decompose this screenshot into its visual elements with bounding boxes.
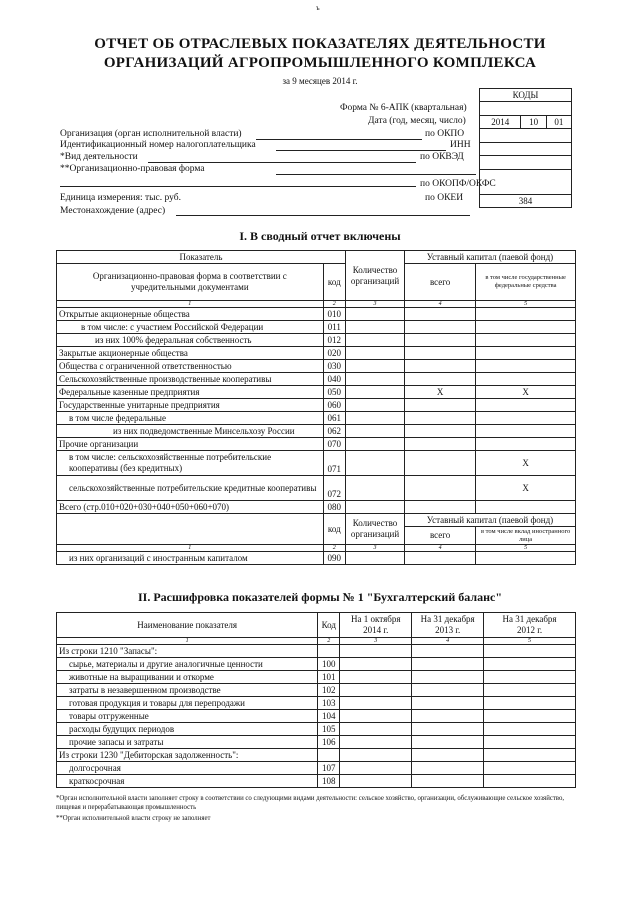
- date-month: 10: [521, 116, 546, 129]
- row-label: прочие запасы и затраты: [57, 736, 318, 749]
- header2-foreign: в том числе вклад иностранного лица: [476, 527, 576, 545]
- colnum: 4: [405, 301, 476, 308]
- value-cell[interactable]: [340, 736, 412, 749]
- inn-code-cell: [480, 143, 572, 156]
- header-oct2014: На 1 октября 2014 г.: [340, 613, 412, 638]
- header-code: Код: [318, 613, 340, 638]
- value-cell[interactable]: [345, 412, 404, 425]
- colnum: 1: [57, 301, 324, 308]
- header2-code: код: [323, 514, 345, 545]
- table-row: [57, 360, 576, 373]
- value-cell[interactable]: [476, 552, 576, 565]
- row-code: 040: [323, 373, 345, 386]
- activity-label: *Вид деятельности: [60, 152, 138, 162]
- value-cell[interactable]: [405, 399, 476, 412]
- row-label: Общества с ограниченной ответственностью: [57, 360, 324, 373]
- value-cell[interactable]: [345, 334, 404, 347]
- value-cell[interactable]: [484, 775, 576, 788]
- row-code: 102: [318, 684, 340, 697]
- value-cell[interactable]: [476, 308, 576, 321]
- table-row: [57, 671, 576, 684]
- header-name: Наименование показателя: [57, 613, 318, 638]
- value-cell[interactable]: [345, 308, 404, 321]
- value-cell[interactable]: [412, 658, 484, 671]
- row-code: [318, 645, 340, 658]
- value-cell[interactable]: [405, 438, 476, 451]
- value-cell[interactable]: [476, 373, 576, 386]
- row-code: 100: [318, 658, 340, 671]
- table-row: [57, 334, 576, 347]
- colnum: 2: [323, 545, 345, 552]
- table-row: [57, 386, 576, 399]
- row-label: из них подведомственные Минсельхозу России: [57, 425, 324, 438]
- colnum: 1: [57, 638, 318, 645]
- report-title-line2: ОРГАНИЗАЦИЙ АГРОПРОМЫШЛЕННОГО КОМПЛЕКСА: [103, 55, 537, 71]
- value-cell[interactable]: [412, 697, 484, 710]
- value-cell[interactable]: [476, 347, 576, 360]
- table-row: [57, 321, 576, 334]
- row-code: 011: [323, 321, 345, 334]
- value-cell[interactable]: [405, 552, 476, 565]
- table-row: [57, 412, 576, 425]
- value-cell[interactable]: [484, 645, 576, 658]
- organization-label: Организация (орган исполнительной власти): [60, 129, 242, 139]
- header2-capital: Уставный капитал (паевой фонд): [405, 514, 576, 527]
- value-cell[interactable]: [345, 360, 404, 373]
- section2-title: II. Расшифровка показателей формы № 1 "Бухгалтерский баланс": [138, 590, 502, 604]
- date-day: 01: [546, 116, 571, 129]
- table-row: [57, 762, 576, 775]
- header-federal: в том числе государственные федеральные средства: [476, 264, 576, 301]
- blank-header-cell: [57, 514, 324, 545]
- table-row: [57, 451, 576, 476]
- value-cell[interactable]: [484, 723, 576, 736]
- colnum: 3: [345, 545, 404, 552]
- value-cell[interactable]: [405, 308, 476, 321]
- row-label: сырье, материалы и другие аналогичные ценности: [57, 658, 318, 671]
- colnum: 2: [318, 638, 340, 645]
- value-cell[interactable]: [345, 451, 404, 476]
- colnum: 4: [405, 545, 476, 552]
- row-code: 060: [323, 399, 345, 412]
- value-cell[interactable]: [484, 671, 576, 684]
- row-label: из них 100% федеральная собственность: [57, 334, 324, 347]
- value-cell[interactable]: [476, 334, 576, 347]
- value-cell[interactable]: [345, 438, 404, 451]
- table-row: [57, 501, 576, 514]
- value-cell[interactable]: [476, 425, 576, 438]
- value-cell[interactable]: [345, 373, 404, 386]
- row-code: 080: [323, 501, 345, 514]
- table-row: [57, 749, 576, 762]
- value-cell[interactable]: [405, 360, 476, 373]
- table-row: [57, 476, 576, 501]
- value-cell[interactable]: [340, 749, 412, 762]
- table-row: [57, 552, 576, 565]
- value-cell[interactable]: [340, 775, 412, 788]
- header-legal-form: Организационно-правовая форма в соответствии с учредительными документами: [57, 264, 324, 301]
- value-cell[interactable]: [412, 775, 484, 788]
- row-label: Прочие организации: [57, 438, 324, 451]
- value-cell[interactable]: [484, 684, 576, 697]
- table-row: [57, 723, 576, 736]
- row-code: 105: [318, 723, 340, 736]
- row-label: затраты в незавершенном производстве: [57, 684, 318, 697]
- colnum: 3: [340, 638, 412, 645]
- value-cell[interactable]: [412, 645, 484, 658]
- value-cell[interactable]: [484, 658, 576, 671]
- okei-label: по ОКЕИ: [425, 193, 464, 203]
- value-cell[interactable]: [340, 671, 412, 684]
- row-label: Открытые акционерные общества: [57, 308, 324, 321]
- row-code: 030: [323, 360, 345, 373]
- value-cell[interactable]: [340, 658, 412, 671]
- okei-code-cell: 384: [480, 195, 572, 208]
- codes-header: КОДЫ: [480, 89, 572, 102]
- row-code: 050: [323, 386, 345, 399]
- section1-table: [56, 250, 576, 565]
- row-code: 071: [323, 451, 345, 476]
- value-cell[interactable]: [345, 347, 404, 360]
- value-cell[interactable]: X: [476, 476, 576, 501]
- value-cell[interactable]: [340, 645, 412, 658]
- value-cell[interactable]: [345, 552, 404, 565]
- colnum: 4: [412, 638, 484, 645]
- value-cell[interactable]: [405, 347, 476, 360]
- header-capital: Уставный капитал (паевой фонд): [405, 251, 576, 264]
- row-label: из них организаций с иностранным капиталом: [57, 552, 324, 565]
- table-row: [57, 710, 576, 723]
- table-row: [57, 438, 576, 451]
- colnum: 5: [476, 545, 576, 552]
- row-code: 107: [318, 762, 340, 775]
- row-code: 012: [323, 334, 345, 347]
- row-label: краткосрочная: [57, 775, 318, 788]
- row-label: в том числе: сельскохозяйственные потребительские кооперативы (без кредитных): [57, 451, 324, 476]
- row-label: сельскохозяйственные потребительские кредитные кооперативы: [57, 476, 324, 501]
- date-label: Дата (год, месяц, число): [368, 116, 466, 126]
- value-cell[interactable]: [340, 710, 412, 723]
- okopf-label: по ОКОПФ/ОКФС: [420, 179, 496, 189]
- value-cell[interactable]: [345, 476, 404, 501]
- row-label: расходы будущих периодов: [57, 723, 318, 736]
- table-row: [57, 658, 576, 671]
- value-cell[interactable]: [476, 360, 576, 373]
- colnum: 3: [345, 301, 404, 308]
- header-total: всего: [405, 264, 476, 301]
- value-cell[interactable]: [476, 412, 576, 425]
- value-cell[interactable]: [484, 749, 576, 762]
- value-cell[interactable]: [345, 321, 404, 334]
- value-cell[interactable]: [345, 425, 404, 438]
- table-row: [57, 373, 576, 386]
- okpo-label: по ОКПО: [425, 129, 465, 139]
- value-cell[interactable]: [405, 476, 476, 501]
- header2-count: Количество организаций: [345, 514, 404, 545]
- table-row: [57, 425, 576, 438]
- value-cell[interactable]: [412, 671, 484, 684]
- value-cell[interactable]: [484, 697, 576, 710]
- inn-label: ИНН: [450, 140, 471, 150]
- value-cell[interactable]: [405, 373, 476, 386]
- footnote-2: **Орган исполнительной власти строку не заполняет: [56, 815, 211, 822]
- table-row: [57, 697, 576, 710]
- row-code: [318, 749, 340, 762]
- value-cell[interactable]: [412, 762, 484, 775]
- value-cell[interactable]: [412, 749, 484, 762]
- form-label: Форма № 6-АПК (квартальная): [340, 103, 467, 113]
- form-code-cell: [480, 102, 572, 116]
- okved-code-cell: [480, 156, 572, 170]
- row-label: Всего (стр.010+020+030+040+050+060+070): [57, 501, 324, 514]
- date-year: 2014: [480, 116, 521, 129]
- row-label: Сельскохозяйственные производственные кооперативы: [57, 373, 324, 386]
- value-cell[interactable]: X: [476, 386, 576, 399]
- section1-title: I. В сводный отчет включены: [239, 229, 401, 243]
- value-cell[interactable]: [484, 736, 576, 749]
- row-code: 070: [323, 438, 345, 451]
- row-label: животные на выращивании и откорме: [57, 671, 318, 684]
- inn-description: Идентификационный номер налогоплательщика: [60, 140, 256, 150]
- value-cell[interactable]: [405, 334, 476, 347]
- value-cell[interactable]: [484, 762, 576, 775]
- value-cell[interactable]: [484, 710, 576, 723]
- header2-total: всего: [405, 527, 476, 545]
- value-cell[interactable]: [340, 697, 412, 710]
- value-cell[interactable]: [412, 723, 484, 736]
- value-cell[interactable]: [340, 723, 412, 736]
- report-period: за 9 месяцев 2014 г.: [282, 76, 358, 86]
- row-code: 072: [323, 476, 345, 501]
- header-dec2013: На 31 декабря 2013 г.: [412, 613, 484, 638]
- table-row: [57, 775, 576, 788]
- table-row: [57, 684, 576, 697]
- header-count: Количество организаций: [345, 251, 404, 301]
- unit-label: Единица измерения: тыс. руб.: [60, 193, 181, 203]
- value-cell[interactable]: [405, 321, 476, 334]
- value-cell[interactable]: [476, 438, 576, 451]
- row-code: 010: [323, 308, 345, 321]
- legal-form-label: **Организационно-правовая форма: [60, 164, 205, 174]
- row-label: в том числе федеральные: [57, 412, 324, 425]
- value-cell[interactable]: [412, 684, 484, 697]
- footnote-1: *Орган исполнительной власти заполняет строку в соответствии со следующими видами деятельности: сельское хозяйство, организации, обслуживающие сельское хозяйство, пищевая и перерабатывающая промышленность: [56, 795, 565, 811]
- row-label: Федеральные казенные предприятия: [57, 386, 324, 399]
- section2-table: [56, 612, 576, 788]
- header-dec2012: На 31 декабря 2012 г.: [484, 613, 576, 638]
- row-label: в том числе: с участием Российской Федерации: [57, 321, 324, 334]
- row-code: 108: [318, 775, 340, 788]
- value-cell[interactable]: [476, 399, 576, 412]
- codes-box: [479, 88, 572, 208]
- report-title-line1: ОТЧЕТ ОБ ОТРАСЛЕВЫХ ПОКАЗАТЕЛЯХ ДЕЯТЕЛЬНОСТИ: [94, 36, 546, 52]
- table-row: [57, 645, 576, 658]
- row-label: Из строки 1210 "Запасы":: [57, 645, 318, 658]
- value-cell[interactable]: [405, 412, 476, 425]
- colnum: 5: [484, 638, 576, 645]
- value-cell[interactable]: [340, 684, 412, 697]
- value-cell[interactable]: [340, 762, 412, 775]
- okpo-code-cell: [480, 129, 572, 143]
- row-code: 061: [323, 412, 345, 425]
- value-cell[interactable]: [476, 501, 576, 514]
- colnum: 5: [476, 301, 576, 308]
- value-cell[interactable]: [405, 451, 476, 476]
- value-cell[interactable]: X: [405, 386, 476, 399]
- table-row: [57, 347, 576, 360]
- table-row: [57, 736, 576, 749]
- value-cell[interactable]: [476, 321, 576, 334]
- row-label: товары отгруженные: [57, 710, 318, 723]
- header-indicator: Показатель: [57, 251, 346, 264]
- value-cell[interactable]: [405, 425, 476, 438]
- row-label: Государственные унитарные предприятия: [57, 399, 324, 412]
- location-label: Местонахождение (адрес): [60, 206, 166, 216]
- row-code: 062: [323, 425, 345, 438]
- table-row: [57, 308, 576, 321]
- table-row: [57, 399, 576, 412]
- row-code: 020: [323, 347, 345, 360]
- row-code: 101: [318, 671, 340, 684]
- row-label: готовая продукция и товары для перепродажи: [57, 697, 318, 710]
- value-cell[interactable]: [412, 736, 484, 749]
- row-label: Закрытые акционерные общества: [57, 347, 324, 360]
- row-code: 090: [323, 552, 345, 565]
- value-cell[interactable]: X: [476, 451, 576, 476]
- row-label: долгосрочная: [57, 762, 318, 775]
- row-code: 104: [318, 710, 340, 723]
- page-mark: ъ: [316, 4, 320, 12]
- value-cell[interactable]: [345, 386, 404, 399]
- row-code: 106: [318, 736, 340, 749]
- value-cell[interactable]: [345, 399, 404, 412]
- row-label: Из строки 1230 "Дебиторская задолженность":: [57, 749, 318, 762]
- value-cell[interactable]: [412, 710, 484, 723]
- colnum: 2: [323, 301, 345, 308]
- row-code: 103: [318, 697, 340, 710]
- header-code: код: [323, 264, 345, 301]
- value-cell[interactable]: [345, 501, 404, 514]
- okved-label: по ОКВЭД: [420, 152, 464, 162]
- value-cell[interactable]: [405, 501, 476, 514]
- colnum: 1: [57, 545, 324, 552]
